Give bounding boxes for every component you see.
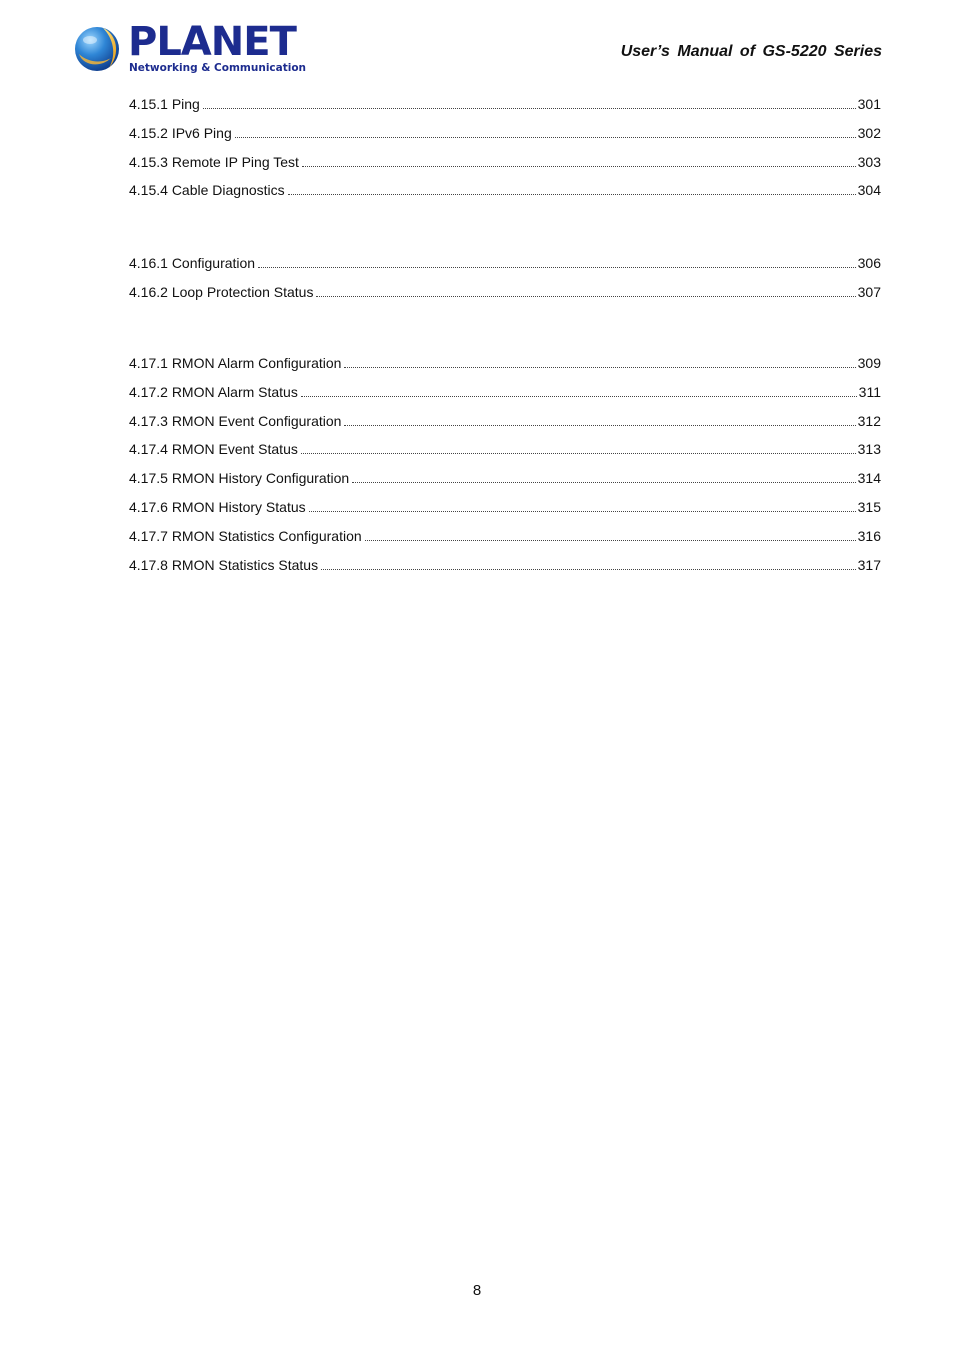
toc-entry-page: 309 — [857, 355, 881, 371]
toc-entry-page: 302 — [857, 124, 881, 141]
toc-entry[interactable] — [129, 123, 881, 143]
brand-name: PLANET — [128, 19, 296, 65]
toc-entry[interactable] — [129, 526, 881, 546]
toc-entry-page: 303 — [857, 153, 881, 170]
manual-title: User’s Manual of GS-5220 Series — [620, 43, 882, 60]
toc-entry-page: 306 — [857, 255, 881, 271]
toc-dot-leader — [235, 137, 856, 138]
page-number: 8 — [472, 1282, 482, 1299]
toc-dot-leader — [309, 511, 856, 512]
planet-globe-logo-icon — [73, 24, 123, 74]
toc-dot-leader — [258, 267, 856, 268]
toc-entry-page: 304 — [857, 182, 881, 199]
toc-entry[interactable] — [129, 353, 881, 373]
toc-entry[interactable] — [129, 468, 881, 488]
toc-dot-leader — [344, 425, 855, 426]
toc-entry-title: 4.17.7 RMON Statistics Configuration — [129, 527, 362, 544]
toc-dot-leader — [301, 396, 857, 397]
toc-dot-leader — [203, 108, 856, 109]
toc-entry-title: 4.15.4 Cable Diagnostics — [129, 182, 285, 199]
toc-entry-title: 4.16.2 Loop Protection Status — [129, 283, 314, 300]
toc-entry[interactable] — [129, 253, 881, 273]
toc-entry-title: 4.15.3 Remote IP Ping Test — [129, 153, 299, 170]
toc-entry[interactable] — [129, 180, 881, 200]
toc-entry-page: 316 — [857, 527, 881, 544]
toc-entry-title: 4.15.2 IPv6 Ping — [129, 124, 232, 141]
toc-entry-page: 311 — [858, 383, 881, 400]
toc-entry[interactable] — [129, 382, 881, 402]
toc-entry-title: 4.17.6 RMON History Status — [129, 499, 306, 515]
toc-dot-leader — [301, 453, 856, 454]
toc-dot-leader — [321, 569, 856, 570]
toc-entry-title: 4.17.8 RMON Statistics Status — [129, 556, 319, 573]
toc-dot-leader — [316, 296, 855, 297]
toc-dot-leader — [288, 194, 856, 195]
toc-entry[interactable] — [129, 411, 881, 431]
brand-tagline: Networking & Communication — [129, 62, 307, 74]
toc-entry[interactable] — [129, 282, 881, 302]
toc-entry-page: 315 — [857, 499, 881, 515]
page-header — [0, 0, 954, 90]
toc-entry-title: 4.17.1 RMON Alarm Configuration — [129, 355, 342, 371]
toc-entry[interactable] — [129, 439, 881, 459]
toc-entry-page: 301 — [857, 96, 881, 112]
toc-dot-leader — [344, 367, 855, 368]
toc-entry-title: 4.16.1 Configuration — [129, 255, 256, 271]
toc-entry-title: 4.17.5 RMON History Configuration — [129, 470, 350, 487]
toc-entry[interactable] — [129, 94, 881, 114]
toc-entry-title: 4.17.3 RMON Event Configuration — [129, 412, 342, 429]
toc-entry-page: 313 — [857, 441, 881, 458]
toc-entry-page: 307 — [857, 283, 881, 300]
toc-entry[interactable] — [129, 555, 881, 575]
planet-logo — [73, 19, 307, 78]
toc-entry[interactable] — [129, 152, 881, 172]
toc-dot-leader — [352, 482, 855, 483]
toc-entry-title: 4.15.1 Ping — [129, 96, 200, 112]
toc-entry-title: 4.17.2 RMON Alarm Status — [129, 383, 298, 400]
toc-entry-page: 317 — [857, 556, 881, 573]
toc-entry-title: 4.17.4 RMON Event Status — [129, 441, 298, 458]
toc-entry-page: 312 — [857, 412, 881, 429]
toc-dot-leader — [302, 166, 856, 167]
toc-dot-leader — [365, 540, 856, 541]
toc-entry-page: 314 — [857, 470, 881, 487]
toc-entry[interactable] — [129, 497, 881, 517]
